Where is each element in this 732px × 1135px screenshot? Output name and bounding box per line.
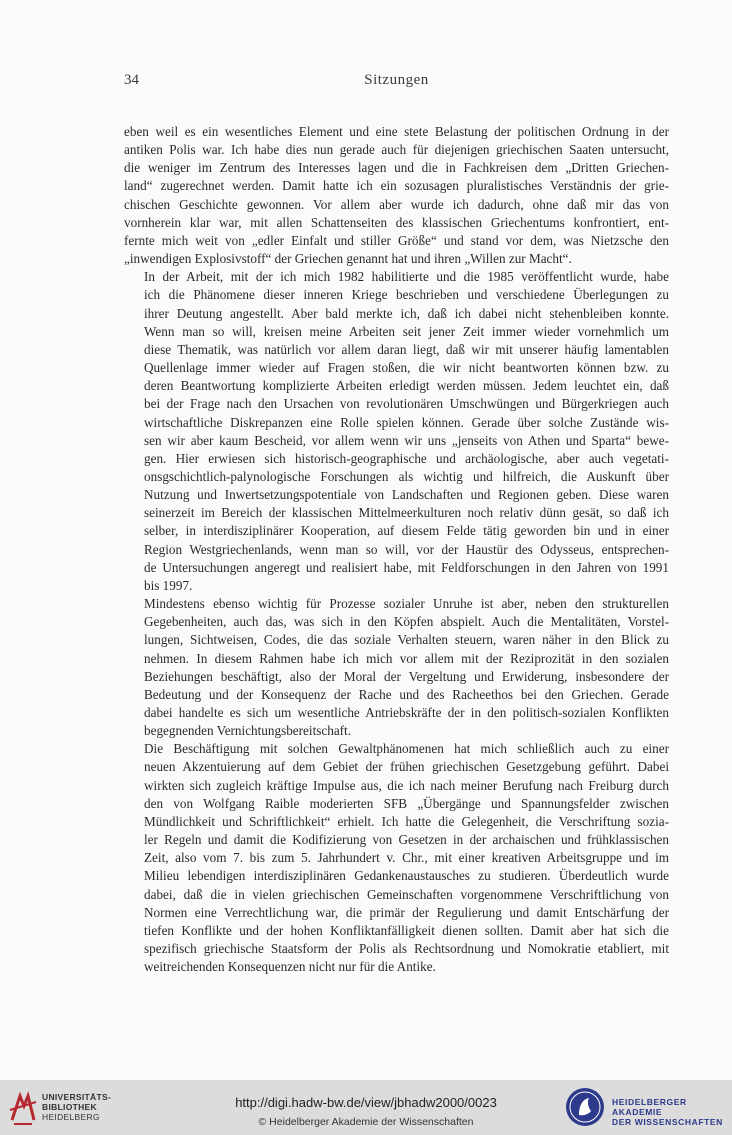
- text-line: ich die Phänomene dieser inneren Kriege beschrieben und verschiedene Überlegungen zu: [144, 287, 669, 303]
- text-line: Mindestens ebenso wichtig für Prozesse sozialer Unruhe ist aber, neben den strukturellen: [144, 596, 669, 612]
- text-line: Nutzung und Inwertsetzungspotentiale von Landschaften und Regionen geben. Diese waren: [144, 487, 669, 503]
- text-line: Mündlichkeit und Schriftlichkeit“ erhielt. Ich hatte die Gelegenheit, die Verschriftung sozia-: [144, 813, 669, 829]
- paragraph: [124, 123, 669, 268]
- text-line: ler Regeln und damit die Kodifizierung von Gesetzen in der archaischen und frühklassischen: [144, 832, 669, 848]
- text-line: Milieu lebendigen interdisziplinären Gedankenaustausches zu studieren. Überdeutlich wurde: [144, 868, 669, 884]
- text-line: diese Thematik, was natürlich vor allem daran liegt, daß wir mit unserer häufig lamentablen: [144, 341, 669, 357]
- text-line: tiefen Konflikte und der hohen Konfliktanfälligkeit dienen sollten. Damit aber hat sich die: [144, 922, 669, 938]
- text-line: dabei, daß die in vielen griechischen Gemeinschaften vorgenommene Verschriftlichung von: [144, 886, 669, 902]
- text-line: Zeit, also vom 7. bis zum 5. Jahrhundert v. Chr., mit einer kreativen Arbeitsgruppe und im: [144, 850, 669, 866]
- text-line: wirtschaftliche Diskrepanzen eine Rolle spielen können. Gerade über solche Zustände wis-: [144, 414, 669, 430]
- text-line: „inwendigen Explosivstoff“ der Griechen genannt hat und ihren „Willen zur Macht“.: [124, 251, 572, 267]
- page-header: [124, 72, 669, 94]
- text-line: In der Arbeit, mit der ich mich 1982 habilitierte und die 1985 veröffentlicht wurde, habe: [144, 269, 669, 285]
- library-line: HEIDELBERG: [42, 1112, 100, 1122]
- text-line: onsgschichtlich-palynologische Forschungen als wichtig und hilfreich, die Auskunft über: [144, 468, 669, 484]
- text-line: seinerzeit im Bereich der klassischen Mittelmeerkulturen noch relativ dünn gesät, so daß ich: [144, 505, 669, 521]
- text-line: de Untersuchungen angeregt und realisiert habe, mit Feldforschungen in den Jahren von 1991: [144, 559, 669, 575]
- library-line: UNIVERSITÄTS-: [42, 1092, 112, 1102]
- text-line: deren Beantwortung komplizierte Arbeiten erledigt werden müssen. Jedem leuchtet ein, daß: [144, 378, 669, 394]
- copyright-notice: © Heidelberger Akademie der Wissenschaften: [258, 1116, 474, 1128]
- text-line: nehmen. In diesem Rahmen habe ich mich vor allem mit der Reziprozität in den sozialen: [144, 650, 669, 666]
- text-line: spezifisch griechische Staatsform der Polis als Rechtsordnung und Nomokratie etabliert, mit: [144, 941, 669, 957]
- text-line: selber, in interdisziplinärer Kooperation, auf diesem Felde tätig geworden bin und in einer: [144, 523, 669, 539]
- text-line: weitreichenden Konsequenzen nicht nur für die Antike.: [144, 959, 436, 975]
- text-line: bei der Frage nach den Ursachen von revolutionären Umschwüngen und Bürgerkriegen auch: [144, 396, 669, 412]
- paragraph: [124, 740, 669, 976]
- body-text: [124, 123, 669, 976]
- text-line: begegnenden Vernichtungsbereitschaft.: [144, 723, 352, 739]
- text-line: chischen Geschichte gewonnen. Vor allem aber wurde ich dadurch, ohne daß mir das von: [124, 196, 669, 212]
- text-line: sen wir aber kaum Bescheid, vor allem wenn wir uns „jenseits von Athen und Sparta“ bewe-: [144, 432, 669, 448]
- footer-bar: [0, 1080, 732, 1135]
- text-line: land“ zugerechnet werden. Damit hatte ich ein sozusagen pluralistisches Verständnis der grie-: [124, 178, 669, 194]
- text-line: bis 1997.: [144, 577, 193, 593]
- source-url-link[interactable]: http://digi.hadw-bw.de/view/jbhadw2000/0023: [235, 1095, 497, 1110]
- text-line: die weniger im Zentrum des Interesses lagen und die in Fachkreisen dem „Dritten Griechen-: [124, 160, 669, 176]
- text-line: Quellenlage immer wieder auf Fragen stoßen, die wir nicht beantworten können bzw. zu: [144, 360, 669, 376]
- library-line: BIBLIOTHEK: [42, 1102, 97, 1112]
- text-line: Normen eine Verrechtlichung war, die primär der Regulierung und damit Entschärfung der: [144, 904, 669, 920]
- text-line: ihrer Deutung angestellt. Aber bald merkte ich, daß ich dabei nicht stehenbleiben konnte.: [144, 305, 669, 321]
- academy-name: [612, 1097, 732, 1127]
- text-line: Bedeutung und der Konsequenz der Rache und des Racheethos bei den Griechen. Gerade: [144, 686, 669, 702]
- text-line: den von Wolfgang Raible moderierten SFB „Übergänge und Spannungsfelder zwischen: [144, 795, 669, 811]
- paragraph: [124, 595, 669, 740]
- paragraph: [124, 268, 669, 595]
- text-line: wirkten sich zugleich kräftige Impulse aus, die ich nach meiner Berufung nach Freiburg durch: [144, 777, 669, 793]
- text-line: Beziehungen beschäftigt, also der Moral der Vergeltung und Erwiderung, insbesondere der: [144, 668, 669, 684]
- text-line: fernte mich weit von „edler Einfalt und stiller Größe“ und stand vor dem, was Nietzsche den: [124, 232, 669, 248]
- text-line: neuen Akzentuierung auf dem Gebiet der frühen griechischen Gesetzgebung geführt. Dabei: [144, 759, 669, 775]
- text-line: eben weil es ein wesentliches Element und eine stete Belastung der politischen Ordnung in der: [124, 124, 669, 139]
- text-line: Region Westgriechenlands, wenn man so will, vor der Haustür des Odysseus, entsprechen-: [144, 541, 669, 557]
- academy-line: HEIDELBERGER AKADEMIE: [612, 1097, 687, 1117]
- text-line: vornherein klar war, mit allen Schattenseiten des klassischen Griechentums konfrontiert, ent-: [124, 214, 669, 230]
- text-line: gen. Hier erwiesen sich historisch-geographische und archäologische, aber auch vegetati-: [144, 450, 669, 466]
- academy-line: DER WISSENSCHAFTEN: [612, 1117, 723, 1127]
- hadw-seal-icon: [565, 1087, 605, 1127]
- page-number: 34: [124, 72, 139, 88]
- text-line: Die Beschäftigung mit solchen Gewaltphänomenen hat mich schließlich auch zu einer: [144, 741, 669, 757]
- text-line: antiken Polis war. Ich habe dies nun gerade auch für diejenigen griechischen Saaten untersucht,: [124, 142, 669, 158]
- text-line: Gegebenheiten, auch das, was sich in den Köpfen abspielt. Auch die Mentalitäten, Vorstel-: [144, 614, 669, 630]
- text-line: dabei handelte es sich um wesentliche Antriebskräfte der in den politisch-sozialen Konflikten: [144, 705, 669, 720]
- text-line: lungen, Sichtweisen, Codes, die das soziale Verhalten steuern, waren näher in den Blick zu: [144, 632, 669, 648]
- running-title: Sitzungen: [364, 72, 429, 88]
- text-line: Wenn man so will, kreisen meine Arbeiten seit jener Zeit immer wieder vornehmlich um: [144, 323, 669, 339]
